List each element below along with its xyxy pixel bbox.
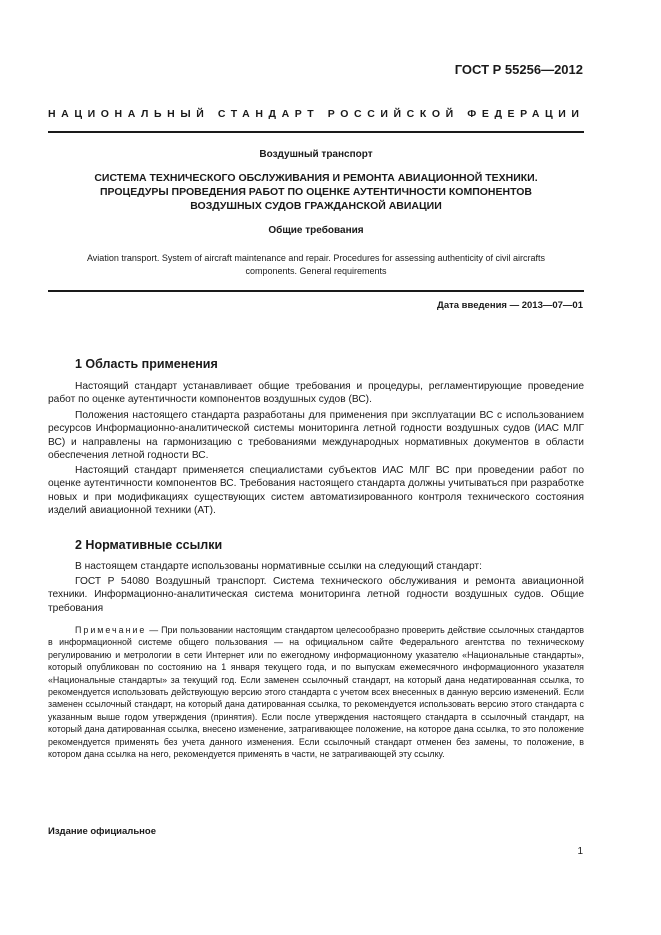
note-paragraph (48, 624, 584, 760)
title-line: ПРОЦЕДУРЫ ПРОВЕДЕНИЯ РАБОТ ПО ОЦЕНКЕ АУТЕНТИЧНОСТИ КОМПОНЕНТОВ (99, 186, 533, 198)
introduction-date: Дата введения — 2013—07—01 (437, 300, 583, 311)
title-line: ВОЗДУШНЫХ СУДОВ ГРАЖДАНСКОЙ АВИАЦИИ (190, 200, 442, 212)
section-2-heading: 2 Нормативные ссылки (75, 538, 223, 552)
page-number: 1 (577, 846, 583, 857)
note-label: Примечание (75, 625, 147, 635)
normative-reference: ГОСТ Р 54080 Воздушный транспорт. Система технического обслуживания и ремонта авиационной техники. Информационно-аналитическая система мониторинга летной годности воздушных судов. Общие требования (48, 576, 584, 614)
note-text: — При пользовании настоящим стандартом целесообразно проверить действие ссылочных стандартов в информационной системе общего пользования — на официальном сайте Федерального агентства по техническому регулированию и метрологии в сети Интернет или по ежегодному информационному указателю «Национальные стандарты», который опубликован по состоянию на 1 января текущего года, и по выпускам ежемесячного информационного указателя «Национальные стандарты» за текущий год. Если заменен ссылочный стандарт, на который дана недатированная ссылка, то рекомендуется использовать действующую версию этого стандарта с учетом всех внесенных в данную версию изменений. Если заменен ссылочный стандарт, на который дана датированная ссылка, то рекомендуется использовать версию этого стандарта с указанным выше годом утверждения (принятия). Если после утверждения настоящего стандарта в ссылочный стандарт, на который дана датированная ссылка, внесено изменение, затрагивающее положение, на которое дана ссылка, то это положение рекомендуется применять без учета данного изменения. Если ссылочный стандарт отменен без замены, то положение, в котором дана ссылка на него, рекомендуется применять в части, не затрагивающей эту ссылку. (48, 625, 584, 760)
document-title (48, 171, 584, 213)
section-1-heading: 1 Область применения (75, 357, 218, 371)
header-rule (48, 131, 584, 133)
section-2-paragraph: В настоящем стандарте использованы нормативные ссылки на следующий стандарт: (75, 561, 482, 572)
national-standard-banner: НАЦИОНАЛЬНЫЙ СТАНДАРТ РОССИЙСКОЙ ФЕДЕРАЦИИ (48, 108, 585, 120)
english-title (48, 252, 584, 277)
section-1-paragraph: Настоящий стандарт применяется специалистами субъектов ИАС МЛГ ВС при проведении работ по оценке аутентичности компонентов ВС. Требования настоящего стандарта должны учитываться при разработке новых и при модификациях существующих систем автоматизированного контроля технического состояния изделий авиационной техники (АТ). (48, 465, 584, 517)
official-edition-label: Издание официальное (48, 826, 156, 837)
document-subject: Воздушный транспорт (259, 149, 373, 160)
title-line: СИСТЕМА ТЕХНИЧЕСКОГО ОБСЛУЖИВАНИЯ И РЕМОНТА АВИАЦИОННОЙ ТЕХНИКИ. (94, 172, 538, 184)
standard-number: ГОСТ Р 55256—2012 (454, 62, 583, 77)
section-1-paragraph: Настоящий стандарт устанавливает общие требования и процедуры, регламентирующие проведение работ по оценке аутентичности компонентов воздушных судов (ВС). (48, 381, 584, 406)
english-title-line: Aviation transport. System of aircraft maintenance and repair. Procedures for assessing authenticity of civil aircrafts (86, 253, 546, 263)
english-title-line: components. General requirements (245, 265, 387, 276)
section-1-paragraph: Положения настоящего стандарта разработаны для применения при эксплуатации ВС с использованием ресурсов Информационно-аналитической системы мониторинга летной годности воздушных судов (ИАС МЛГ ВС) и направлены на гармонизацию с требованиями международных нормативных документов в области обеспечения летной годности ВС. (48, 410, 584, 462)
titleblock-rule (48, 290, 584, 292)
requirements-subtitle: Общие требования (268, 225, 364, 236)
